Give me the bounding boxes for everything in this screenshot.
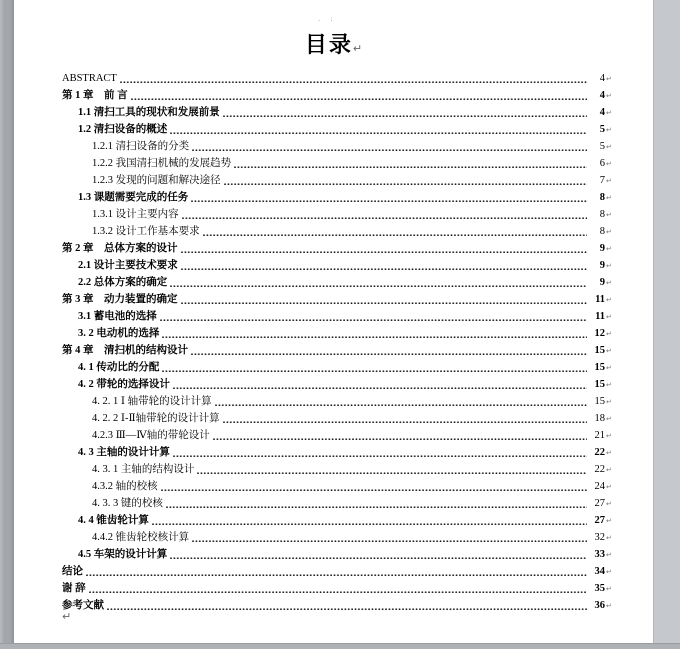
toc-entry[interactable] xyxy=(62,121,614,138)
dot-leader xyxy=(170,125,587,138)
paragraph-mark-icon: ↵ xyxy=(606,143,612,151)
paragraph-mark-icon: ↵ xyxy=(606,262,612,270)
paragraph-mark-icon: ↵ xyxy=(606,92,612,100)
toc-page-number: 5 xyxy=(599,124,605,135)
toc-page-number: 33 xyxy=(594,549,605,560)
dot-leader xyxy=(191,193,587,206)
toc-page-number: 24 xyxy=(594,481,605,492)
toc-page-number: 6 xyxy=(599,158,605,169)
dot-leader xyxy=(223,414,587,427)
dot-leader xyxy=(197,465,587,478)
dot-leader xyxy=(152,516,587,529)
paragraph-mark-icon: ↵ xyxy=(606,296,612,304)
dot-leader xyxy=(213,431,587,444)
toc-entry[interactable] xyxy=(62,342,614,359)
toc-page-number: 15 xyxy=(594,379,605,390)
toc-entry[interactable] xyxy=(62,597,614,614)
paragraph-mark-icon: ↵ xyxy=(606,228,612,236)
toc-entry[interactable] xyxy=(62,495,614,512)
dot-leader xyxy=(107,601,587,614)
dot-leader xyxy=(170,278,587,291)
toc-entry-label: 4.3.2 轴的校核 xyxy=(92,481,158,492)
toc-entry[interactable] xyxy=(62,291,614,308)
paragraph-mark-icon: ↵ xyxy=(606,551,612,559)
toc-entry-label: 谢 辞 xyxy=(62,583,86,594)
toc-page-number: 27 xyxy=(594,515,605,526)
toc-entry[interactable] xyxy=(62,393,614,410)
toc-page-number: 11 xyxy=(595,294,605,305)
toc-entry[interactable] xyxy=(62,427,614,444)
toc-page-number: 12 xyxy=(594,328,605,339)
dot-leader xyxy=(192,533,587,546)
toc-entry[interactable] xyxy=(62,546,614,563)
toc-entry-label: 第 2 章 总体方案的设计 xyxy=(62,243,178,254)
paragraph-mark-icon: ↵ xyxy=(352,42,363,55)
paragraph-mark-icon: ↵ xyxy=(606,517,612,525)
toc-entry[interactable] xyxy=(62,376,614,393)
paragraph-mark-icon: ↵ xyxy=(606,160,612,168)
toc-entry-label: 3.1 蓄电池的选择 xyxy=(78,311,157,322)
toc-entry[interactable] xyxy=(62,359,614,376)
toc-entry-label: 4. 2. 2 Ⅰ-Ⅱ轴带轮的设计计算 xyxy=(92,413,220,424)
toc-page-number: 32 xyxy=(594,532,605,543)
paragraph-mark-icon: ↵ xyxy=(606,534,612,542)
title-line xyxy=(14,28,653,59)
toc-entry-label: 1.2.3 发现的问题和解决途径 xyxy=(92,175,221,186)
toc-entry[interactable] xyxy=(62,155,614,172)
toc-entry-label: 2.1 设计主要技术要求 xyxy=(78,260,178,271)
paragraph-mark-icon: ↵ xyxy=(606,500,612,508)
dot-leader xyxy=(234,159,587,172)
dot-leader xyxy=(89,584,587,597)
dot-leader xyxy=(192,142,587,155)
dot-leader xyxy=(86,567,587,580)
toc-entry-label: 2.2 总体方案的确定 xyxy=(78,277,168,288)
paragraph-mark-icon: ↵ xyxy=(606,194,612,202)
dot-leader xyxy=(215,397,587,410)
toc-entry-label: 3. 2 电动机的选择 xyxy=(78,328,160,339)
toc-entry-label: 4. 3 主轴的设计计算 xyxy=(78,447,170,458)
toc-page-number: 15 xyxy=(594,345,605,356)
toc-entry[interactable] xyxy=(62,138,614,155)
paragraph-mark-icon: ↵ xyxy=(606,75,612,83)
paragraph-mark-icon: ↵ xyxy=(606,415,612,423)
dot-leader xyxy=(162,329,587,342)
paragraph-mark-icon: ↵ xyxy=(606,211,612,219)
dot-leader xyxy=(224,176,587,189)
paragraph-mark-icon: ↵ xyxy=(606,109,612,117)
dot-leader xyxy=(182,210,587,223)
toc-entry-label: 第 4 章 清扫机的结构设计 xyxy=(62,345,188,356)
toc-page-number: 8 xyxy=(599,209,605,220)
toc-page-number: 22 xyxy=(594,464,605,475)
toc-entry-label: 参考文献 xyxy=(62,600,104,611)
toc-entry-label: 4.2.3 Ⅲ—Ⅳ轴的带轮设计 xyxy=(92,430,210,441)
toc-entry[interactable] xyxy=(62,461,614,478)
toc-entry[interactable] xyxy=(62,172,614,189)
paragraph-mark-icon: ↵ xyxy=(606,381,612,389)
toc-entry[interactable] xyxy=(62,274,614,291)
toc-page-number: 9 xyxy=(599,260,605,271)
toc-page-number: 9 xyxy=(599,243,605,254)
toc-entry-label: 4. 4 锥齿轮计算 xyxy=(78,515,149,526)
toc-entry[interactable] xyxy=(62,444,614,461)
dot-leader xyxy=(203,227,587,240)
toc-entry-label: 4. 2 带轮的选择设计 xyxy=(78,379,170,390)
toc-entry[interactable] xyxy=(62,563,614,580)
paragraph-mark-icon: ↵ xyxy=(606,466,612,474)
toc-entry-label: 第 1 章 前 言 xyxy=(62,90,128,101)
toc-page-number: 15 xyxy=(594,362,605,373)
toc-page-number: 35 xyxy=(594,583,605,594)
toc-entry[interactable] xyxy=(62,70,614,87)
toc-list xyxy=(62,70,614,614)
toc-entry[interactable] xyxy=(62,240,614,257)
toc-page-number: 4 xyxy=(599,73,605,84)
toc-entry-label: 4.5 车架的设计计算 xyxy=(78,549,168,560)
dot-leader xyxy=(160,312,587,325)
toc-page-number: 18 xyxy=(594,413,605,424)
paragraph-mark-icon: ↵ xyxy=(606,279,612,287)
paragraph-mark-icon: ↵ xyxy=(606,364,612,372)
toc-entry[interactable] xyxy=(62,189,614,206)
toc-entry-label: 1.1 清扫工具的现状和发展前景 xyxy=(78,107,220,118)
toc-page-number: 7 xyxy=(599,175,605,186)
dot-leader xyxy=(170,550,587,563)
toc-entry[interactable] xyxy=(62,580,614,597)
toc-entry-label: ABSTRACT xyxy=(62,73,117,84)
toc-entry[interactable] xyxy=(62,529,614,546)
dot-leader xyxy=(223,108,587,121)
toc-entry-label: 1.2 清扫设备的概述 xyxy=(78,124,168,135)
toc-entry[interactable] xyxy=(62,257,614,274)
toc-page-number: 8 xyxy=(599,226,605,237)
window-right-border xyxy=(653,0,680,649)
toc-entry-label: 4. 3. 3 键的校核 xyxy=(92,498,163,509)
toc-page-number: 11 xyxy=(595,311,605,322)
paragraph-mark-icon: ↵ xyxy=(606,330,612,338)
toc-entry-label: 4.4.2 锥齿轮校核计算 xyxy=(92,532,190,543)
dot-leader xyxy=(131,91,587,104)
toc-page-number: 4 xyxy=(599,107,605,118)
paragraph-mark-icon: ↵ xyxy=(606,347,612,355)
toc-entry[interactable] xyxy=(62,478,614,495)
toc-page-number: 27 xyxy=(594,498,605,509)
toc-page-number: 34 xyxy=(594,566,605,577)
toc-entry-label: 4. 1 传动比的分配 xyxy=(78,362,160,373)
toc-page-number: 5 xyxy=(599,141,605,152)
dot-leader xyxy=(162,363,587,376)
window-bottom-border xyxy=(0,643,680,649)
dot-leader xyxy=(161,482,587,495)
toc-entry[interactable] xyxy=(62,512,614,529)
toc-page-number: 15 xyxy=(594,396,605,407)
toc-page-number: 9 xyxy=(599,277,605,288)
toc-entry[interactable] xyxy=(62,223,614,240)
toc-page-number: 22 xyxy=(594,447,605,458)
paragraph-mark-icon: ↵ xyxy=(606,398,612,406)
hidden-text-artifact: . : xyxy=(317,15,336,23)
paragraph-mark-icon: ↵ xyxy=(606,245,612,253)
paragraph-mark-icon: ↵ xyxy=(606,432,612,440)
toc-entry-label: 第 3 章 动力装置的确定 xyxy=(62,294,178,305)
toc-entry[interactable] xyxy=(62,87,614,104)
toc-entry[interactable] xyxy=(62,308,614,325)
toc-entry-label: 1.3.1 设计主要内容 xyxy=(92,209,179,220)
dot-leader xyxy=(191,346,587,359)
paragraph-mark-icon: ↵ xyxy=(606,585,612,593)
toc-page-number: 8 xyxy=(599,192,605,203)
toc-entry-label: 1.3.2 设计工作基本要求 xyxy=(92,226,200,237)
toc-page-number: 21 xyxy=(594,430,605,441)
toc-entry-label: 1.3 课题需要完成的任务 xyxy=(78,192,189,203)
toc-page-number: 36 xyxy=(594,600,605,611)
toc-entry[interactable] xyxy=(62,410,614,427)
dot-leader xyxy=(181,295,588,308)
window-left-border xyxy=(0,0,14,649)
dot-leader xyxy=(181,261,587,274)
toc-entry-label: 4. 2. 1 Ⅰ 轴带轮的设计计算 xyxy=(92,396,212,407)
dot-leader xyxy=(166,499,587,512)
dot-leader xyxy=(120,74,587,87)
paragraph-mark-icon: ↵ xyxy=(606,602,612,610)
paragraph-mark-icon: ↵ xyxy=(606,313,612,321)
dot-leader xyxy=(173,380,587,393)
paragraph-mark-icon: ↵ xyxy=(606,177,612,185)
dot-leader xyxy=(181,244,588,257)
paragraph-mark-icon: ↵ xyxy=(606,568,612,576)
document-page[interactable] xyxy=(14,0,653,643)
paragraph-mark-icon: ↵ xyxy=(606,449,612,457)
page-title[interactable]: 目录 xyxy=(304,32,353,57)
toc-entry-label: 4. 3. 1 主轴的结构设计 xyxy=(92,464,195,475)
toc-page-number: 4 xyxy=(599,90,605,101)
dot-leader xyxy=(173,448,587,461)
toc-entry-label: 1.2.2 我国清扫机械的发展趋势 xyxy=(92,158,232,169)
toc-entry-label: 结论 xyxy=(62,566,83,577)
toc-entry-label: 1.2.1 清扫设备的分类 xyxy=(92,141,190,152)
paragraph-mark-icon: ↵ xyxy=(606,126,612,134)
paragraph-mark-icon: ↵ xyxy=(62,610,72,623)
toc-entry[interactable] xyxy=(62,206,614,223)
toc-entry[interactable] xyxy=(62,325,614,342)
paragraph-mark-icon: ↵ xyxy=(606,483,612,491)
toc-entry[interactable] xyxy=(62,104,614,121)
